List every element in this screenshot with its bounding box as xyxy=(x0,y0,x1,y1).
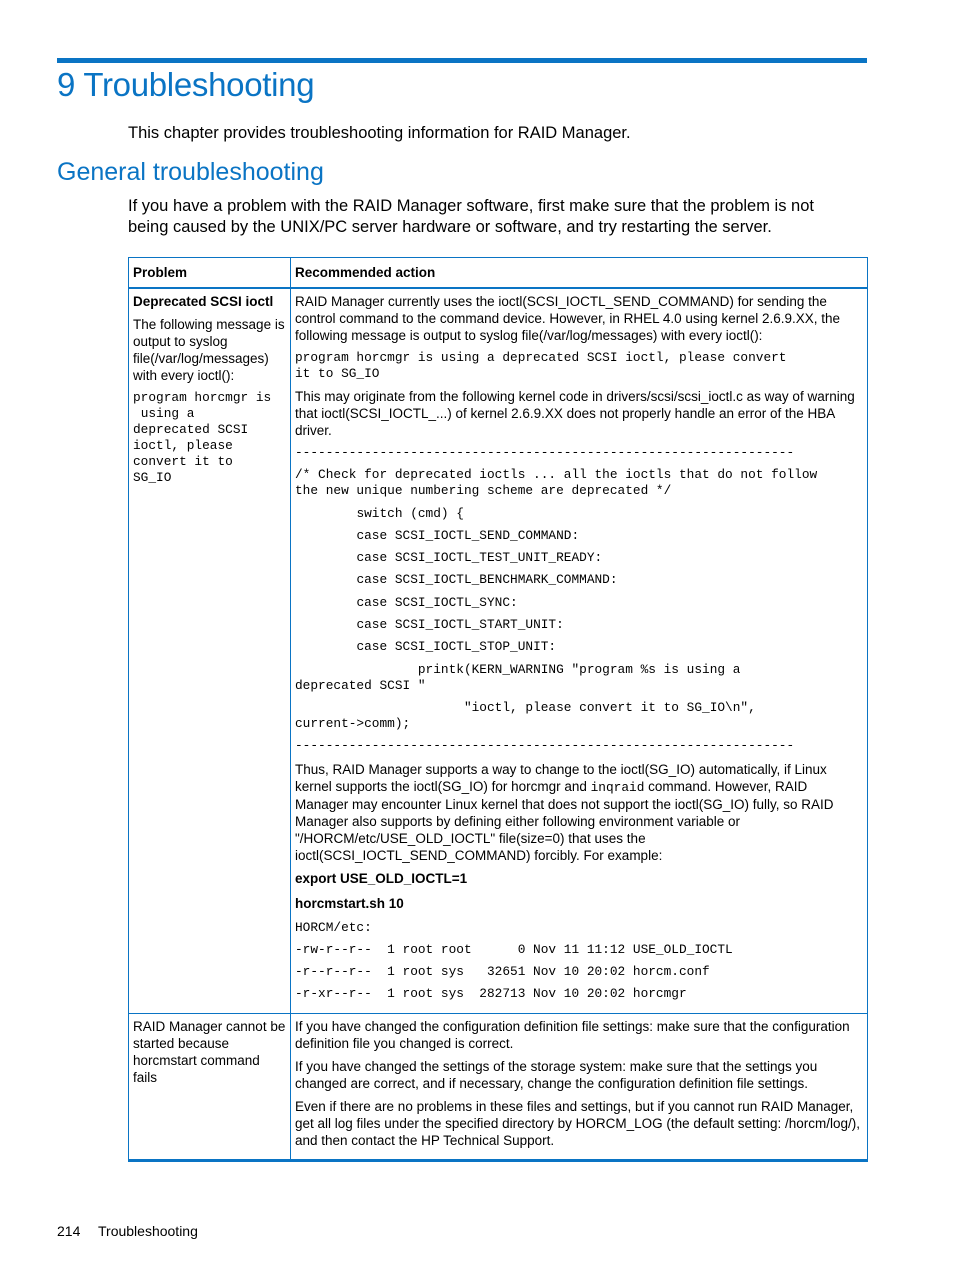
code-line: case SCSI_IOCTL_SEND_COMMAND: xyxy=(295,527,580,543)
code-line: ----------------------------------------------------------------- xyxy=(295,738,795,754)
page-number: 214 xyxy=(57,1223,81,1239)
section-title: General troubleshooting xyxy=(57,158,324,186)
code-line: ----------------------------------------------------------------- xyxy=(295,445,795,460)
header-action: Recommended action xyxy=(291,258,868,289)
action-paragraph: This may originate from the following kernel code in drivers/scsi/scsi_ioctl.c as way of warning that ioctl(SCSI_IOCTL_...) of kernel 2.6.9.XX does not properly handle an error of the HBA driver. xyxy=(295,389,855,438)
listing-line: -rw-r--r-- 1 root root 0 Nov 11 11:12 USE_OLD_IOCTL xyxy=(295,941,733,957)
section-paragraph: If you have a problem with the RAID Manager software, first make sure that the problem is not being caused by the UNIX/PC server hardware or software, and try restarting the server. xyxy=(128,197,814,236)
export-command: export USE_OLD_IOCTL=1 xyxy=(295,870,468,886)
table-row xyxy=(129,288,868,1013)
code-line: /* Check for deprecated ioctls ... all the ioctls that do not follow the new unique numbering scheme are deprecated */ xyxy=(295,467,818,499)
action-cell xyxy=(291,288,868,1013)
code-line: switch (cmd) { xyxy=(295,505,464,521)
listing-line: HORCM/etc: xyxy=(295,919,372,935)
code-line: case SCSI_IOCTL_STOP_UNIT: xyxy=(295,639,557,655)
code-line: printk(KERN_WARNING "program %s is using a deprecated SCSI " xyxy=(295,661,741,693)
header-problem: Problem xyxy=(129,258,291,289)
inline-code: inqraid xyxy=(590,779,645,795)
table-header-row xyxy=(129,258,868,289)
action-paragraph: RAID Manager currently uses the ioctl(SCSI_IOCTL_SEND_COMMAND) for sending the control command to the command device. However, in RHEL 4.0 using kernel 2.6.9.XX, the following message is output to syslog file(/var/log/messages) with every ioctl(): xyxy=(295,294,841,343)
problem-title: Deprecated SCSI ioctl xyxy=(133,294,274,309)
action-paragraph: If you have changed the settings of the storage system: make sure that the settings you changed are correct, and if necessary, change the configuration definition file settings. xyxy=(295,1058,818,1091)
action-cell xyxy=(291,1013,868,1160)
code-line: "ioctl, please convert it to SG_IO\n", current->comm); xyxy=(295,699,756,731)
action-text: command. However, RAID Manager may encounter Linux kernel that does not support the ioctl(SG_IO) fully, so RAID Manager also supports by defining either following environment variable or "/HORCM/etc/USE_OLD_IOCTL" file(size=0) that uses the ioctl(SCSI_IOCTL_SEND_COMMAND) forcibly. For example: xyxy=(295,778,834,863)
action-paragraph: Even if there are no problems in these files and settings, but if you cannot run RAID Manager, get all log files under the specified directory by HORCM_LOG (the default setting: /horcm/log/), and then contact the HP Technical Support. xyxy=(295,1098,861,1148)
chapter-title: 9 Troubleshooting xyxy=(57,66,315,103)
page-footer xyxy=(57,1223,198,1239)
code-line: case SCSI_IOCTL_START_UNIT: xyxy=(295,617,564,633)
code-line: case SCSI_IOCTL_TEST_UNIT_READY: xyxy=(295,550,603,566)
table-row xyxy=(129,1013,868,1160)
listing-line: -r-xr--r-- 1 root sys 282713 Nov 10 20:02 horcmgr xyxy=(295,986,687,1002)
problem-message-code: program horcmgr is using a deprecated SCSI ioctl, please convert it to SG_IO xyxy=(133,390,272,485)
problem-cell xyxy=(129,1013,291,1160)
chapter-intro: This chapter provides troubleshooting information for RAID Manager. xyxy=(128,124,631,142)
chapter-rule xyxy=(57,58,867,63)
problem-description: The following message is output to syslog file(/var/log/messages) with every ioctl(): xyxy=(133,317,285,383)
running-title: Troubleshooting xyxy=(98,1223,198,1239)
problem-description: RAID Manager cannot be started because horcmstart command fails xyxy=(133,1018,286,1085)
action-text: Thus, RAID Manager supports a way to change to the ioctl(SG_IO) automatically, if Linux kernel supports the ioctl(SG_IO) for horcmgr and xyxy=(295,761,827,794)
listing-line: -r--r--r-- 1 root sys 32651 Nov 10 20:02 horcm.conf xyxy=(295,964,710,980)
kernel-code-block xyxy=(295,445,863,754)
action-paragraph: If you have changed the configuration definition file settings: make sure that the configuration definition file you changed is correct. xyxy=(295,1018,850,1051)
action-paragraph xyxy=(295,761,863,864)
troubleshooting-table xyxy=(128,257,868,1162)
code-line: case SCSI_IOCTL_BENCHMARK_COMMAND: xyxy=(295,572,618,588)
warning-message-code: program horcmgr is using a deprecated SCSI ioctl, please convert it to SG_IO xyxy=(295,350,787,381)
problem-cell xyxy=(129,288,291,1013)
code-line: case SCSI_IOCTL_SYNC: xyxy=(295,594,518,610)
start-command: horcmstart.sh 10 xyxy=(295,895,404,911)
directory-listing xyxy=(295,920,863,1003)
